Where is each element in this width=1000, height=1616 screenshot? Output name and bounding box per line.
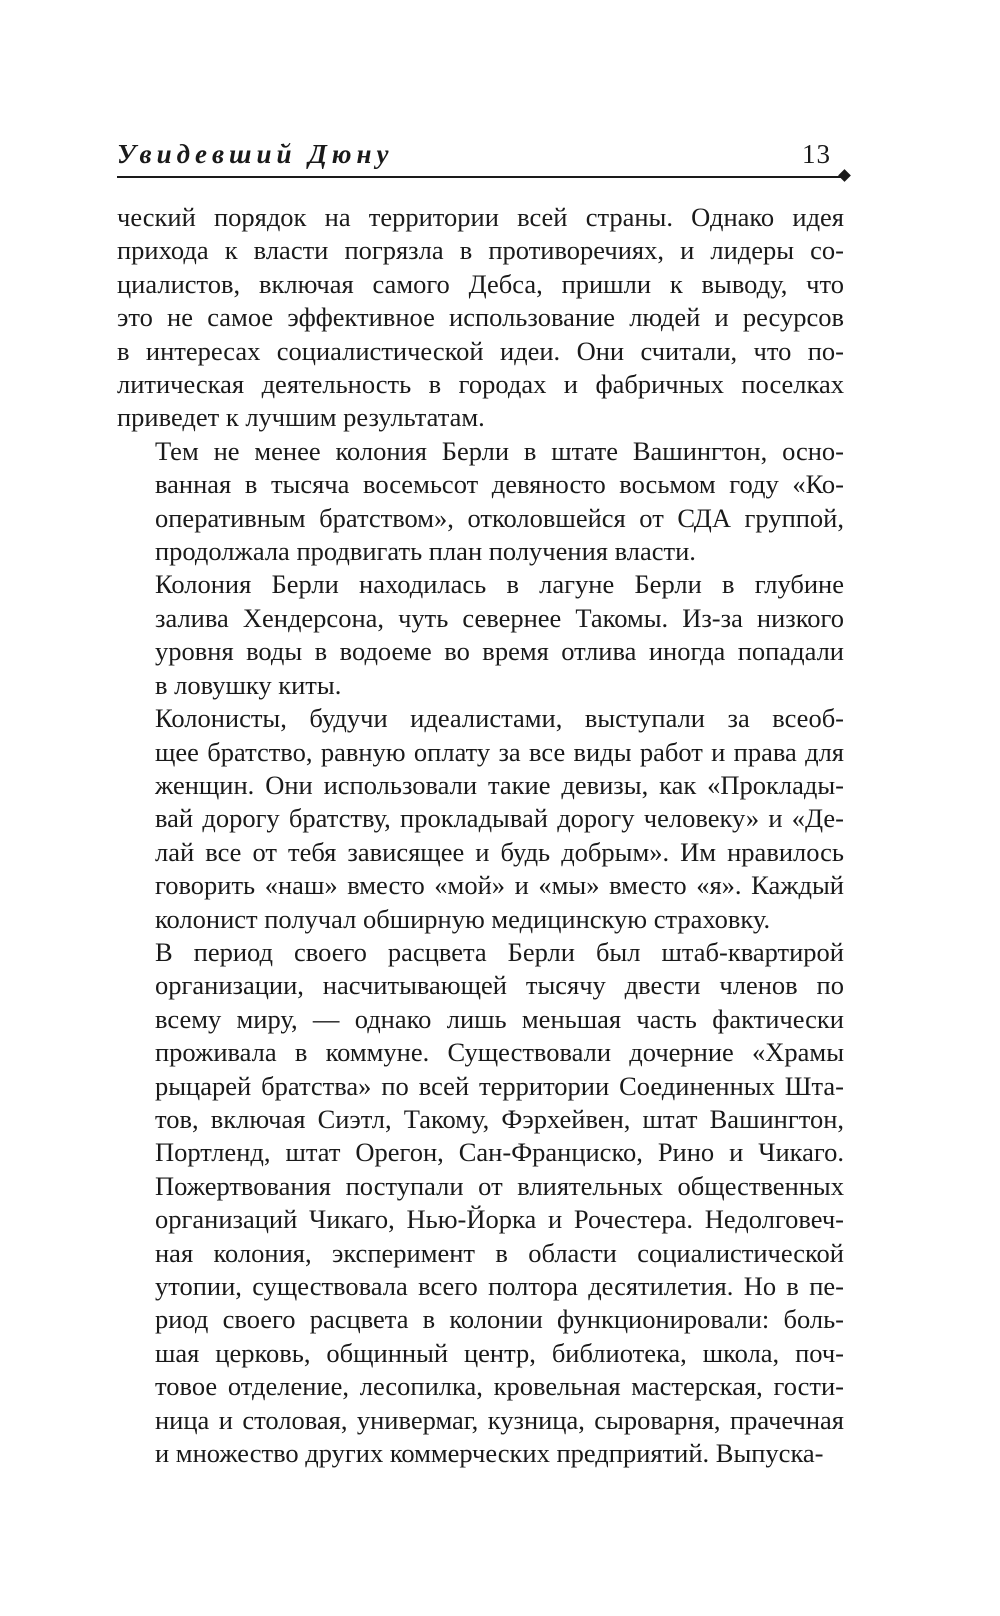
text-line: циалистов, включая самого Дебса, пришли к выводу, что [117,268,844,299]
text-line: ница и столовая, универмаг, кузница, сыроварня, прачечная [155,1404,844,1435]
text-line: рыцарей братства» по всей территории Соединенных Шта- [155,1070,844,1101]
paragraph [117,936,844,1471]
text-line: щее братство, равную оплату за все виды работ и права для [155,736,844,767]
text-line: залива Хендерсона, чуть севернее Такомы. Из-за низкого [155,602,844,633]
text-line: лай все от тебя зависящее и будь добрым». Им нравилось [155,836,844,867]
header-rule [117,176,845,178]
text-line: шая церковь, общинный центр, библиотека, школа, поч- [155,1337,844,1368]
text-line: уровня воды в водоеме во время отлива иногда попадали [155,636,844,667]
text-line: ческий порядок на территории всей страны. Однако идея [117,202,844,232]
text-line: женщин. Они использовали такие девизы, как «Проклады- [155,769,844,800]
page-number: 13 [802,139,831,169]
text-line: вай дорогу братству, прокладывай дорогу человеку» и «Де- [155,803,844,834]
text-line: говорить «наш» вместо «мой» и «мы» вместо «я». Каждый [155,870,844,901]
text-line: ная колония, эксперимент в области социалистической [155,1237,844,1268]
text-line: литическая деятельность в городах и фабричных поселках [117,369,844,400]
text-line: и множество других коммерческих предприятий. Выпуска- [155,1438,824,1469]
text-line: тов, включая Сиэтл, Такому, Фэрхейвен, штат Вашингтон, [155,1103,844,1134]
text-line: прихода к власти погрязла в противоречиях, и лидеры со- [117,235,844,266]
paragraph [117,201,844,435]
text-line: оперативным братством», отколовшейся от СДА группой, [155,502,844,533]
text-line: ванная в тысяча восемьсот девяносто восьмом году «Ко- [155,469,844,500]
text-line: это не самое эффективное использование людей и ресурсов [117,302,844,333]
running-title: Увидевший Дюну [117,139,394,169]
text-line: колонист получал обширную медицинскую страховку. [155,903,771,934]
text-line: приведет к лучшим результатам. [117,402,485,433]
text-line: В период своего расцвета Берли был штаб-квартирой [155,936,844,967]
text-line: организации, насчитывающей тысячу двести членов по [155,970,844,1001]
text-line: в ловушку киты. [155,669,342,700]
running-head [117,138,857,180]
text-line: утопии, существовала всего полтора десятилетия. Но в пе- [155,1271,844,1301]
text-line: в интересах социалистической идеи. Они считали, что по- [117,335,844,366]
text-line: проживала в коммуне. Существовали дочерние «Храмы [155,1037,844,1068]
header-diamond-ornament [838,169,851,182]
paragraph [117,568,844,702]
text-line: продолжала продвигать план получения власти. [155,536,696,567]
text-line: всему миру, — однако лишь меньшая часть фактически [155,1003,844,1034]
text-line: Пожертвования поступали от влиятельных общественных [155,1170,844,1201]
text-line: организаций Чикаго, Нью-Йорка и Рочестера. Недолговеч- [155,1204,844,1235]
text-line: Тем не менее колония Берли в штате Вашингтон, осно- [155,435,844,466]
paragraph [117,435,844,569]
body-text [117,201,844,1470]
text-line: Колония Берли находилась в лагуне Берли в глубине [155,569,844,600]
paragraph [117,702,844,936]
text-line: товое отделение, лесопилка, кровельная мастерская, гости- [155,1371,844,1402]
text-line: Портленд, штат Орегон, Сан-Франциско, Рино и Чикаго. [155,1137,844,1168]
text-line: Колонисты, будучи идеалистами, выступали за всеоб- [155,703,844,734]
text-line: риод своего расцвета в колонии функционировали: боль- [155,1304,844,1335]
